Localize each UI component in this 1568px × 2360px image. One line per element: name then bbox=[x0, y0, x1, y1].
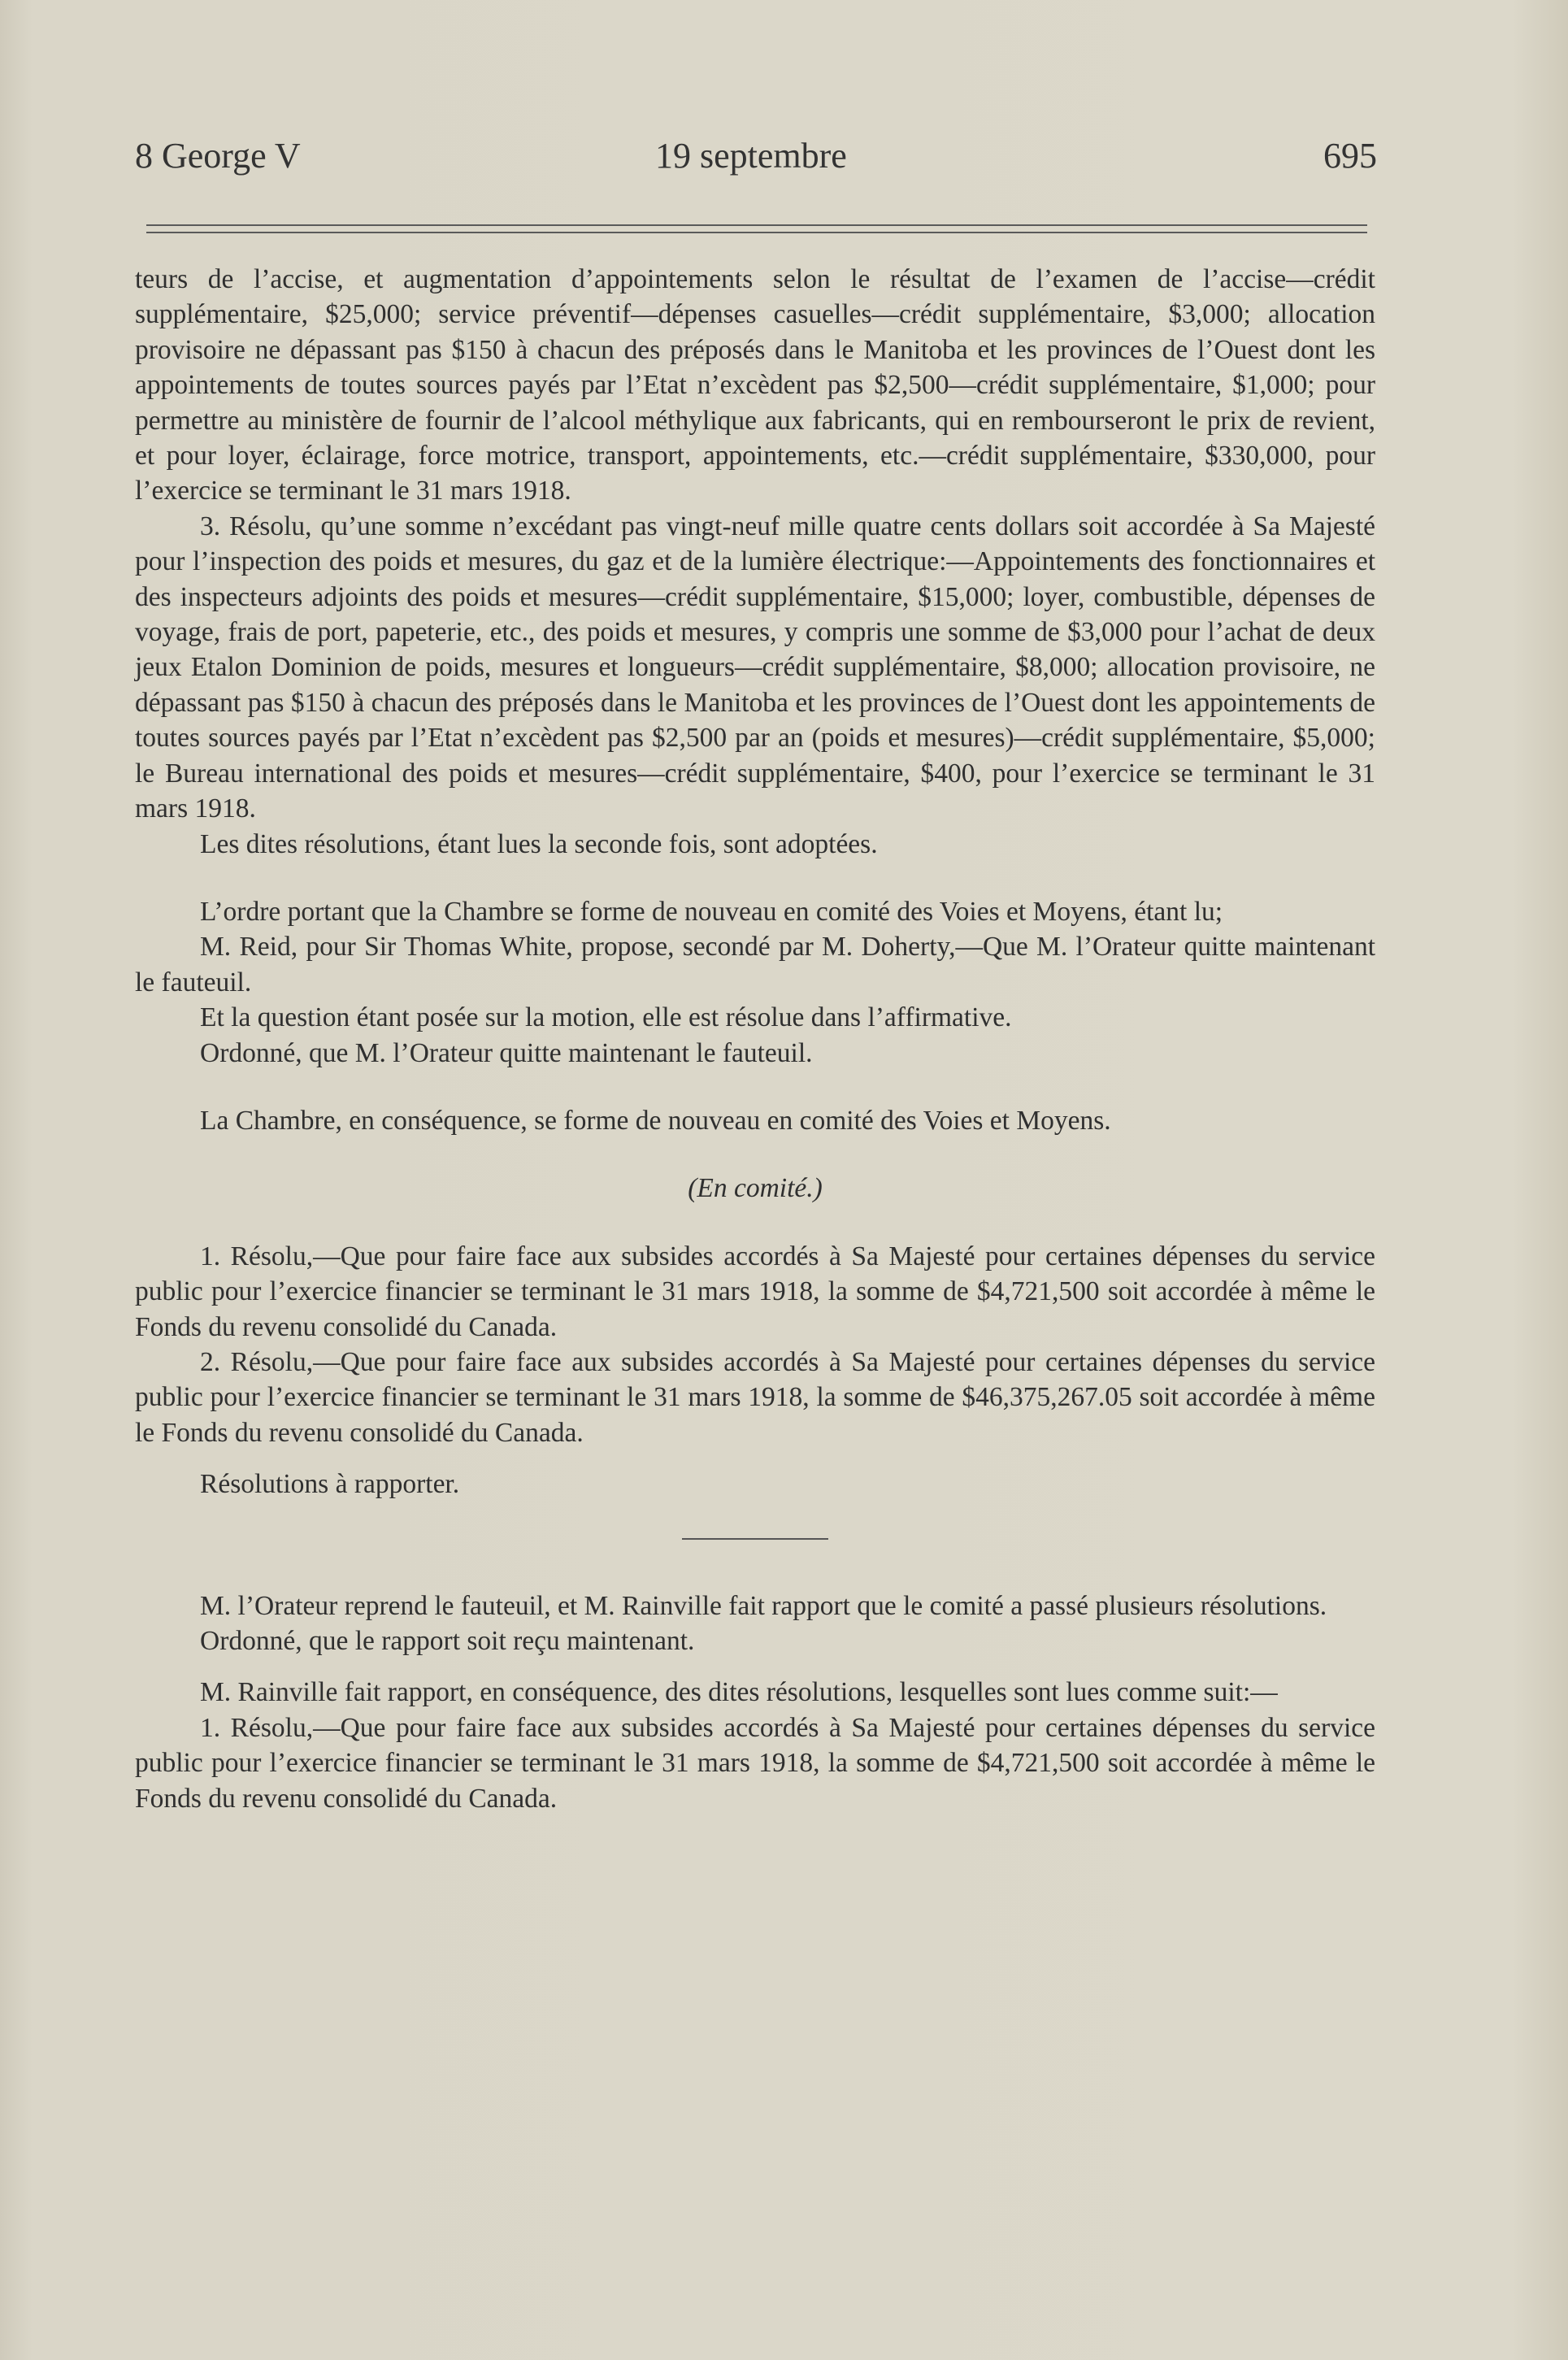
paragraph-resolved-1: 1. Résolu,—Que pour faire face aux subsides accordés à Sa Majesté pour certaines dépenses du service public pour l’exercice financier se terminant le 31 mars 1918, la somme de $4,721,500 soit accordée à même le Fonds du revenu consolidé du Canada. bbox=[135, 1241, 1375, 1342]
paragraph-speaker-resumes: M. l’Orateur reprend le fauteuil, et M. Rainville fait rapport que le comité a passé plusieurs résolutions. bbox=[200, 1590, 1327, 1621]
section-divider bbox=[682, 1538, 828, 1540]
paragraph-motion: M. Reid, pour Sir Thomas White, propose, secondé par M. Doherty,—Que M. l’Orateur quitte maintenant le fauteuil. bbox=[135, 932, 1375, 997]
paragraph-resolved-2: 2. Résolu,—Que pour faire face aux subsides accordés à Sa Majesté pour certaines dépenses du service public pour l’exercice financier se terminant le 31 mars 1918, la somme de $46,375,267.05 soit accordée à même le Fonds du revenu consolidé du Canada. bbox=[135, 1346, 1375, 1448]
section-heading-in-committee: (En comité.) bbox=[688, 1173, 823, 1204]
paragraph-question: Et la question étant posée sur la motion, elle est résolue dans l’affirmative. bbox=[200, 1002, 1012, 1033]
paragraph-resolutions-report: Résolutions à rapporter. bbox=[200, 1469, 460, 1500]
paragraph-order: L’ordre portant que la Chambre se forme de nouveau en comité des Voies et Moyens, étant lu; bbox=[200, 896, 1223, 927]
document-body bbox=[135, 262, 1375, 1816]
header-double-rule bbox=[146, 224, 1367, 233]
paragraph-adopted: Les dites résolutions, étant lues la seconde fois, sont adoptées. bbox=[200, 828, 878, 859]
paragraph-rainville-report: M. Rainville fait rapport, en conséquence, des dites résolutions, lesquelles sont lues comme suit:— bbox=[200, 1677, 1278, 1708]
page-number: 695 bbox=[1323, 136, 1377, 176]
paragraph-report-received: Ordonné, que le rapport soit reçu maintenant. bbox=[200, 1626, 695, 1656]
paragraph-resolved-1-repeat: 1. Résolu,—Que pour faire face aux subsides accordés à Sa Majesté pour certaines dépenses du service public pour l’exercice financier se terminant le 31 mars 1918, la somme de $4,721,500 soit accordée à même le Fonds du revenu consolidé du Canada. bbox=[135, 1712, 1375, 1814]
page-header bbox=[135, 135, 1377, 184]
header-date: 19 septembre bbox=[655, 136, 847, 176]
paragraph-committee: La Chambre, en conséquence, se forme de nouveau en comité des Voies et Moyens. bbox=[200, 1105, 1111, 1136]
header-session: 8 George V bbox=[135, 136, 301, 176]
paragraph-resolution-3: 3. Résolu, qu’une somme n’excédant pas vingt-neuf mille quatre cents dollars soit accordée à Sa Majesté pour l’inspection des poids et mesures, du gaz et de la lumière électrique:—Appointements des fonctionnaires et des inspecteurs adjoints des poids et mesures—crédit supplémentaire, $15,000; loyer, combustible, dépenses de voyage, frais de port, papeterie, etc., des poids et mesures, y compris une somme de $3,000 pour l’achat de deux jeux Etalon Dominion de poids, mesures et longueurs—crédit supplémentaire, $8,000; allocation provisoire, ne dépassant pas $150 à chacun des préposés dans le Manitoba et les provinces de l’Ouest dont les appointements de toutes sources payés par l’Etat n’excèdent pas $2,500 par an (poids et mesures)—crédit supplémentaire, $5,000; le Bureau international des poids et mesures—crédit supplémentaire, $400, pour l’exercice se terminant le 31 mars 1918. bbox=[135, 511, 1375, 824]
paragraph-continuation: teurs de l’accise, et augmentation d’appointements selon le résultat de l’examen de l’accise—crédit supplémentaire, $25,000; service préventif—dépenses casuelles—crédit supplémentaire, $3,000; allocation provisoire ne dépassant pas $150 à chacun des préposés dans le Manitoba et les provinces de l’Ouest dont les appointements de toutes sources payés par l’Etat n’excèdent pas $2,500—crédit supplémentaire, $1,000; pour permettre au ministère de fournir de l’alcool méthylique aux fabricants, qui en rembourseront le prix de revient, et pour loyer, éclairage, force motrice, transport, appointements, etc.—crédit supplémentaire, $330,000, pour l’exercice se terminant le 31 mars 1918. bbox=[135, 264, 1375, 506]
paragraph-ordered: Ordonné, que M. l’Orateur quitte maintenant le fauteuil. bbox=[200, 1037, 813, 1068]
